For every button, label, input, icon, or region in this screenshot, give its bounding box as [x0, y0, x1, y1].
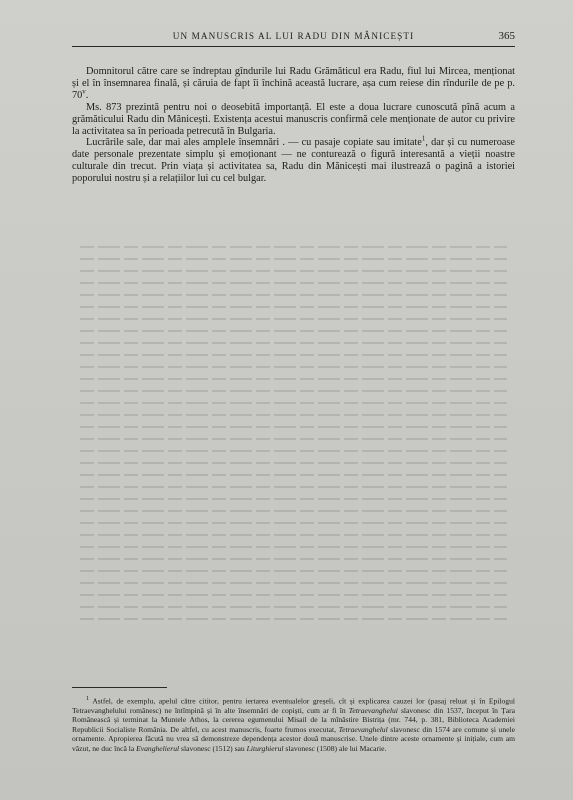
show-through-text — [80, 246, 507, 666]
paragraph-1-sup: v — [82, 87, 86, 96]
footnote — [72, 694, 515, 753]
paragraph-1-text: Domnitorul către care se îndreptau gîndurile lui Radu Grămăticul era Radu, fiul lui Mircea, menționat și el în însemnarea finală, și căruia de fapt îi închină această lucrare, așa cum reiese din rîndurile de pe p. 70 — [72, 66, 515, 101]
body-text — [72, 66, 515, 185]
paragraph-1-end: . — [85, 89, 89, 101]
footnote-reference: 1 — [421, 135, 426, 144]
footnote-text-5: slavonesc (1508) ale lui Macarie. — [283, 743, 387, 753]
footnote-title-3: Evanghelierul — [136, 743, 180, 753]
footnote-marker: 1 — [86, 695, 90, 702]
page-header — [72, 30, 515, 47]
paragraph-3-text-b: , dar și cu numeroase date personale prezentate simplu și emoționant — ne conturează o figură interesantă a vieții noastre culturale din trecut. Prin viața și activitatea sa, Radu din Mănicești mai ilustrează o pagină a istoriei poporului nostru și a relațiilor lui cu cel bulgar. — [72, 137, 515, 185]
footnote-title-2: Tetraevanghelul — [338, 724, 388, 734]
footnote-title-4: Liturghierul — [246, 743, 284, 753]
footnote-separator — [72, 687, 167, 688]
paragraph-3-text-a: Lucrările sale, dar mai ales amplele însemnări . — cu pasaje copiate sau imitate — [86, 137, 422, 149]
paragraph-2: Ms. 873 prezintă pentru noi o deosebită importanță. El este a doua lucrare cunoscută pînă acum a grămăticului Radu din Mănicești. Existența acestui manuscris confirmă cele menționate de autor cu privire la activitatea sa în perioada petrecută în Bulgaria. — [72, 101, 515, 137]
footnote-text-1: Astfel, de exemplu, apelul către cititor, pentru iertarea eventualelor greșeli, cît și explicarea cauzei lor (pasaj reluat și în Epilogul Tetraevanghelului românesc) ne întîmpină și în alte însemnări de copiști, cum ar fi în — [72, 696, 515, 715]
footnote-title-1: Tetraevanghelui — [348, 705, 398, 715]
footnote-text-4: slavonesc (1512) sau — [179, 743, 247, 753]
footnote-text-2: slavonesc din 1537, început în Țara Românească și terminat la Muntele Athos, la cererea egumenului Misail de la mînăstire Bistrița (mr. 744, p. 381, Biblioteca Academiei Republicii Socialiste România. De altfel, cu acest manuscris, foarte frumos executat, — [72, 705, 515, 734]
page-number: 365 — [498, 30, 515, 42]
paragraph-3 — [72, 137, 515, 185]
footnote-text-3: slavonesc din 1574 are comune și unele ornamente. Apropierea făcută nu vrea să demonstreze dependența acestor două manuscrise. Unele dintre aceste ornamente și inițiale, cum am văzut, ne duc încă la — [72, 724, 515, 753]
paragraph-1 — [72, 66, 515, 102]
running-title: UN MANUSCRIS AL LUI RADU DIN MÂNICEȘTI — [172, 31, 415, 41]
